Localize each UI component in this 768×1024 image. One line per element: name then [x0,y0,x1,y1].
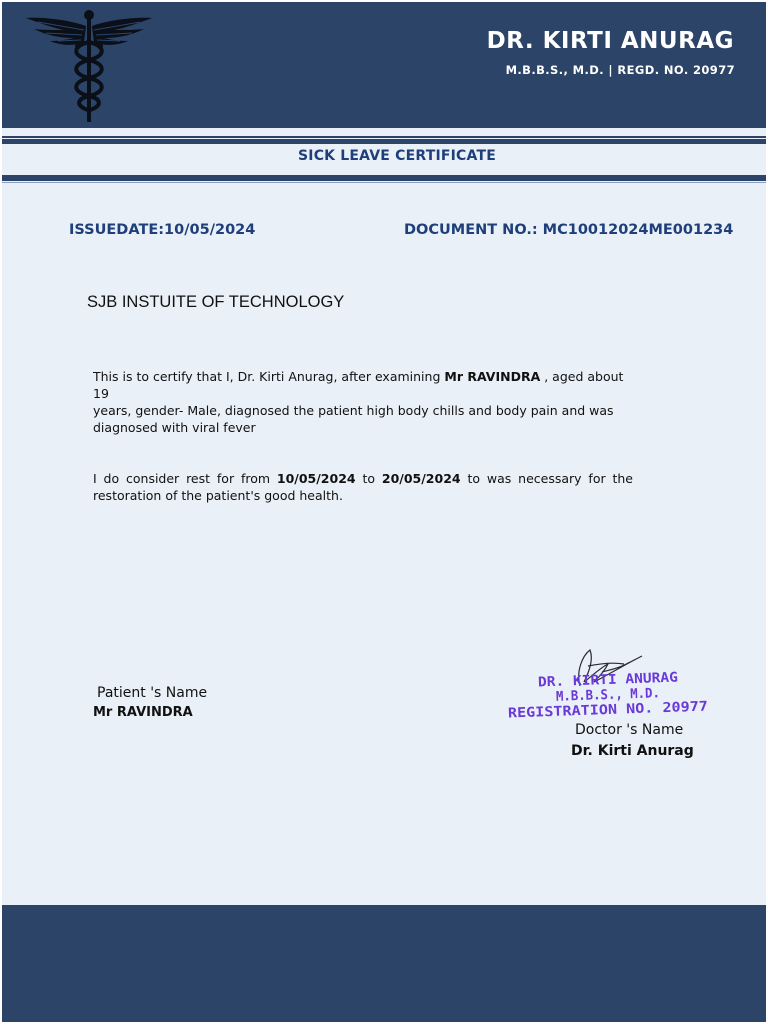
paragraph-line [93,470,633,487]
paragraph-text: , aged about 19 [93,369,624,401]
rest-paragraph [93,470,633,504]
stamp-line: DR. KIRTI ANURAG [537,669,669,691]
paragraph-text: This is to certify that I, Dr. Kirti Anurag, after examining [93,369,445,384]
patient-name-inline: Mr RAVINDRA [444,369,541,384]
paragraph-line: restoration of the patient's good health. [93,488,343,503]
stamp-line: M.B.B.S., M.D. [555,684,670,705]
footer-band [2,905,766,1022]
paragraph-word: consider [126,471,180,486]
paragraph-line: years, gender- Male, diagnosed the patient high body chills and body pain and was [93,403,614,418]
leave-to-date: 20/05/2024 [381,471,461,486]
divider-rule [2,175,766,181]
paragraph-word: necessary [518,471,582,486]
divider-rule [2,182,766,183]
doctor-stamp [502,642,717,722]
divider-rule [2,136,766,138]
leave-from-date: 10/05/2024 [276,471,356,486]
paragraph-word: for [216,471,235,486]
patient-name-label: Patient 's Name [97,685,208,701]
doctor-name: Dr. Kirti Anurag [571,743,694,759]
paragraph-word: rest [186,471,211,486]
patient-name: Mr RAVINDRA [93,705,193,720]
paragraph-word: I [93,471,97,486]
divider-rule [2,139,766,144]
paragraph-word: was [486,471,512,486]
doctor-name-label: Doctor 's Name [575,722,684,738]
paragraph-word: do [103,471,120,486]
doctor-qualifications: M.B.B.S., M.D. | REGD. NO. 20977 [505,63,735,77]
doctor-header-name: DR. KIRTI ANURAG [486,28,734,54]
paragraph-word: the [612,471,633,486]
header-band [2,2,766,128]
paragraph-word: to [467,471,481,486]
paragraph-word: from [240,471,271,486]
paragraph-word: to [362,471,376,486]
caduceus-icon [24,8,154,124]
paragraph-line: diagnosed with viral fever [93,420,256,435]
institute-name: SJB INSTUITE OF TECHNOLOGY [87,293,345,311]
issue-date: ISSUEDATE:10/05/2024 [69,222,256,238]
paragraph-line [93,368,633,402]
certification-paragraph [93,368,633,436]
paragraph-word: for [588,471,606,486]
certificate-title: SICK LEAVE CERTIFICATE [298,148,496,164]
document-number: DOCUMENT NO.: MC10012024ME001234 [404,222,734,238]
stamp-line: REGISTRATION NO. 20977 [507,699,687,722]
certificate-page [2,2,766,1022]
